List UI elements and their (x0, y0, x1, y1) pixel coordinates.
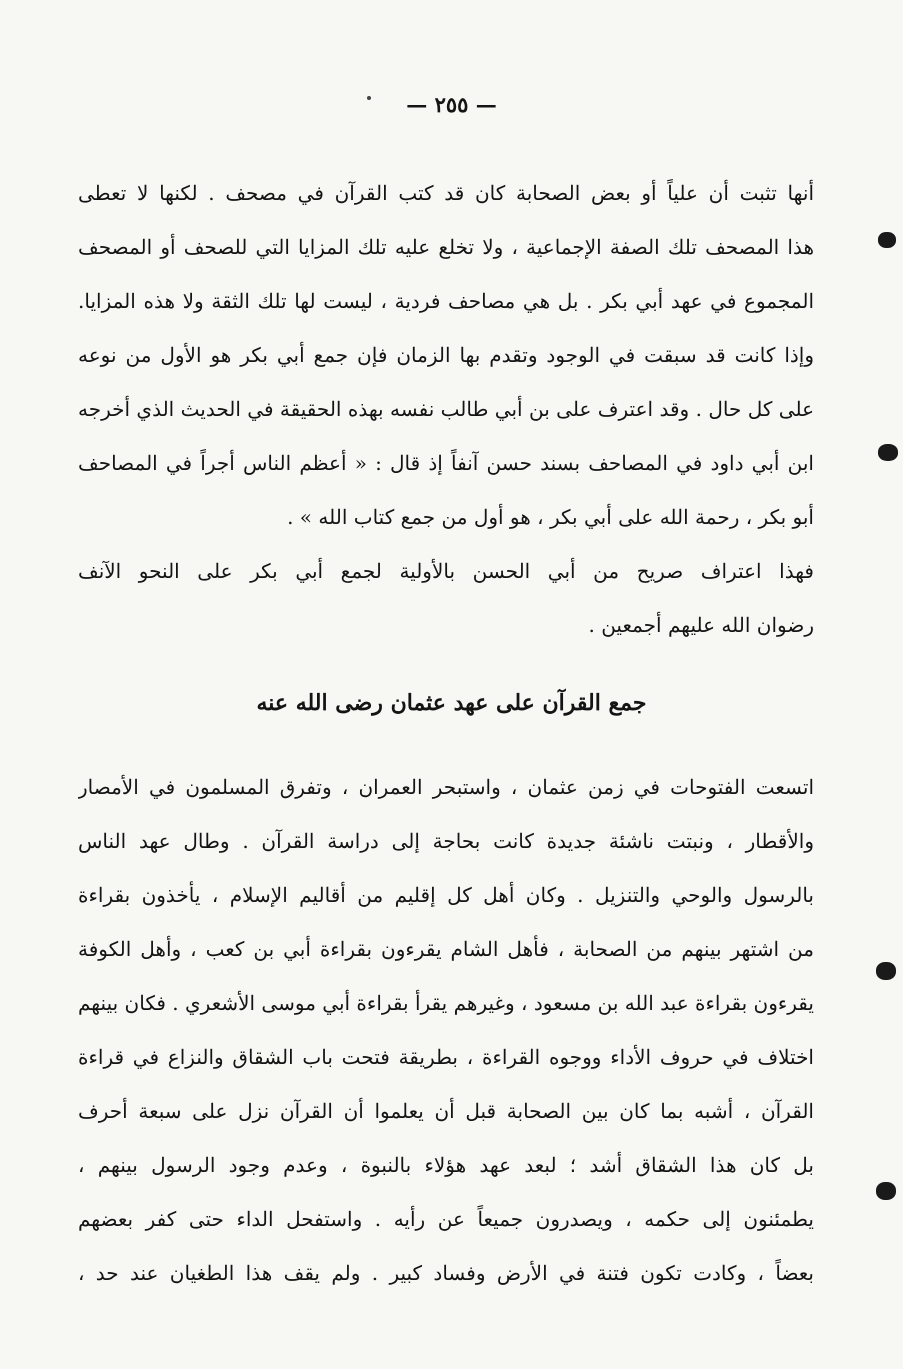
text-line: يطمئنون إلى حكمه ، ويصدرون جميعاً عن رأيه . واستفحل الداء حتى كفر بعضهم (78, 1207, 814, 1231)
text-line: اتسعت الفتوحات في زمن عثمان ، واستبحر العمران ، وتفرق المسلمون في الأمصار (78, 775, 814, 799)
text-line: رضوان الله عليهم أجمعين . (588, 613, 814, 637)
text-line: من اشتهر بينهم من الصحابة ، فأهل الشام يقرءون بقراءة أبي بن كعب ، وأهل الكوفة (78, 937, 814, 961)
text-line: والأقطار ، ونبتت ناشئة جديدة كانت بحاجة إلى دراسة القرآن . وطال عهد الناس (78, 829, 814, 853)
section-heading: جمع القرآن على عهد عثمان رضى الله عنه (256, 690, 647, 716)
text-line: اختلاف في حروف الأداء ووجوه القراءة ، بطريقة فتحت باب الشقاق والنزاع في قراءة (78, 1045, 814, 1069)
text-block-top (78, 166, 814, 652)
binding-mark (876, 962, 896, 980)
page-number: — ٢٥٥ — (406, 92, 497, 117)
binding-mark (878, 232, 896, 248)
text-line: بالرسول والوحي والتنزيل . وكان أهل كل إقليم من أقاليم الإسلام ، يأخذون بقراءة (78, 883, 814, 907)
binding-mark (876, 1182, 896, 1200)
text-block-bottom (78, 760, 814, 1300)
text-line: أبو بكر ، رحمة الله على أبي بكر ، هو أول من جمع كتاب الله » . (287, 505, 814, 529)
text-line: القرآن ، أشبه بما كان بين الصحابة قبل أن يعلموا أن القرآن نزل على سبعة أحرف (78, 1099, 814, 1123)
text-line: وإذا كانت قد سبقت في الوجود وتقدم بها الزمان فإن جمع أبي بكر هو الأول من نوعه (78, 343, 814, 367)
binding-mark (878, 444, 898, 461)
text-line: على كل حال . وقد اعترف على بن أبي طالب نفسه بهذه الحقيقة في الحديث الذي أخرجه (78, 397, 814, 421)
text-line: يقرءون بقراءة عبد الله بن مسعود ، وغيرهم يقرأ بقراءة أبي موسى الأشعري . فكان بينهم (78, 991, 814, 1015)
text-line: بل كان هذا الشقاق أشد ؛ لبعد عهد هؤلاء بالنبوة ، وعدم وجود الرسول بينهم ، (78, 1153, 814, 1177)
text-line: بعضاً ، وكادت تكون فتنة في الأرض وفساد كبير . ولم يقف هذا الطغيان عند حد ، (78, 1261, 814, 1285)
text-line: هذا المصحف تلك الصفة الإجماعية ، ولا تخلع عليه تلك المزايا التي للصحف أو المصحف (78, 235, 814, 259)
text-line: أنها تثبت أن علياً أو بعض الصحابة كان قد كتب القرآن في مصحف . لكنها لا تعطى (78, 181, 814, 205)
text-line: ابن أبي داود في المصاحف بسند حسن آنفاً إذ قال : « أعظم الناس أجراً في المصاحف (78, 451, 814, 475)
text-line: المجموع في عهد أبي بكر . بل هي مصاحف فردية ، ليست لها تلك الثقة ولا هذه المزايا. (78, 289, 814, 313)
text-line: فهذا اعتراف صريح من أبي الحسن بالأولية لجمع أبي بكر على النحو الآنف (78, 559, 814, 583)
